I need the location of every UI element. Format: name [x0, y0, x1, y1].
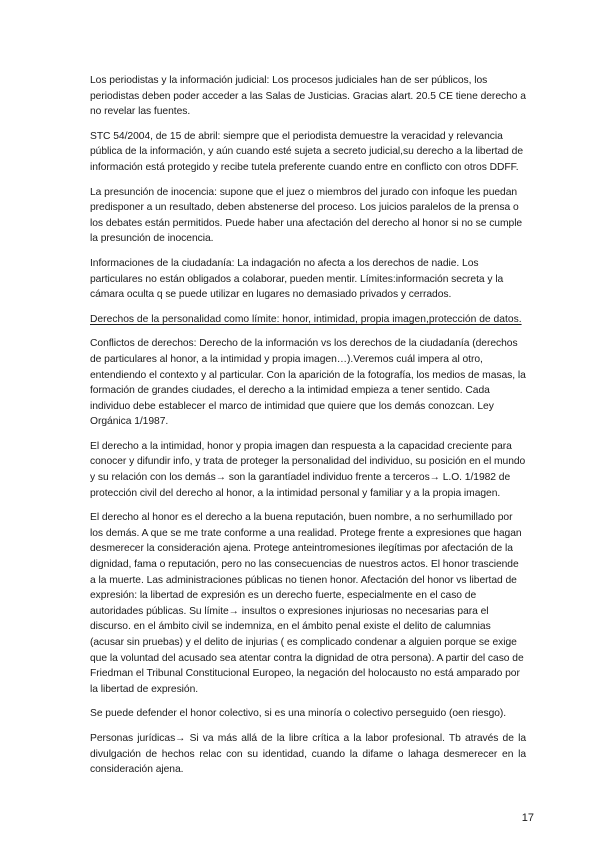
page-number: 17	[521, 812, 534, 824]
paragraph-conflictos-derechos: Conflictos de derechos: Derecho de la información vs los derechos de la ciudadanía (derechos de particulares al honor, a la intimidad y propia imagen…).Veremos cuál impera al otro, entendiendo el contexto y al particular. Con la aparición de la fotografía, los medios de masas, la formación de grandes ciudades, el derecho a la intimidad empieza a tener sentido. Cada individuo debe establecer el marco de intimidad que quiere que los demás conozcan. Ley Orgánica 1/1987.	[90, 338, 526, 428]
paragraph-presuncion-inocencia: La presunción de inocencia: supone que el juez o miembros del jurado con infoque les puedan predisponer a un resultado, deben abstenerse del proceso. Los juicios paralelos de la prensa o los debates están permitidos. Puede haber una afectación del derecho al honor si no se cumple la presunción de inocencia.	[90, 186, 523, 245]
paragraph-derecho-intimidad: El derecho a la intimidad, honor y propia imagen dan respuesta a la capacidad creciente para conocer y difundir info, y trata de proteger la personalidad del individuo, su posición en el mundo y su relación con los demás→ son la garantíadel individuo frente a terceros→ L.O. 1/1982 de protección civil del derecho al honor, a la intimidad personal y familiar y a la propia imagen.	[90, 440, 526, 499]
paragraph-stc-54-2004: STC 54/2004, de 15 de abril: siempre que el periodista demuestre la veracidad y relevancia pública de la información, y aún cuando esté sujeta a secreto judicial,su derecho a la libertad de información está protegido y recibe tutela preferente cuando entre en conflicto con otros DDFF.	[90, 130, 523, 173]
paragraph-derecho-honor: El derecho al honor es el derecho a la buena reputación, buen nombre, a no serhumillado por los demás. A que se me trate conforme a una realidad. Protege frente a expresiones que hagan desmerecer la consideración ajena. Protege anteintromesiones ilegítimas por afectación de la dignidad, fama o reputación, pero no las consecuencias de nuestros actos. El honor trasciende a la muerte. Las administraciones públicas no tienen honor. Afectación del honor vs libertad de expresión: la libertad de expresión es un derecho fuerte, especialmente en el caso de autoridades públicas. Su límite→ insultos o expresiones injuriosas no necesarias para el discurso. en el ámbito civil se indemniza, en el ámbito penal existe el delito de calumnias (acusar sin pruebas) y el delito de injurias ( es complicado condenar a alguien porque se exige que la voluntad del acusado sea atentar contra la dignidad de otra persona). A partir del caso de Friedman el Tribunal Constitucional Europeo, la negación del holocausto no está amparado por la libertad de expresión.	[90, 512, 524, 695]
section-heading-derechos-personalidad: Derechos de la personalidad como límite: honor, intimidad, propia imagen,protección de datos.	[90, 313, 522, 325]
document-page	[90, 73, 526, 787]
paragraph-periodistas-informacion-judicial: Los periodistas y la información judicial: Los procesos judiciales han de ser públicos, los periodistas deben poder acceder a las Salas de Justicias. Gracias alart. 20.5 CE tiene derecho a no revelar las fuentes.	[90, 75, 526, 118]
paragraph-honor-colectivo: Se puede defender el honor colectivo, si es una minoría o colectivo perseguido (oen riesgo).	[90, 708, 507, 720]
paragraph-informaciones-ciudadania: Informaciones de la ciudadanía: La indagación no afecta a los derechos de nadie. Los particulares no están obligados a colaborar, pueden mentir. Límites:información secreta y la cámara oculta q se puede utilizar en lugares no demasiado privados y cerrados.	[90, 257, 504, 301]
paragraph-personas-juridicas: Personas jurídicas→ Si va más allá de la libre crítica a la labor profesional. Tb através de la divulgación de hechos relac con su identidad, cuando la difame o lahaga desmerecer en la consideración ajena.	[90, 732, 526, 776]
